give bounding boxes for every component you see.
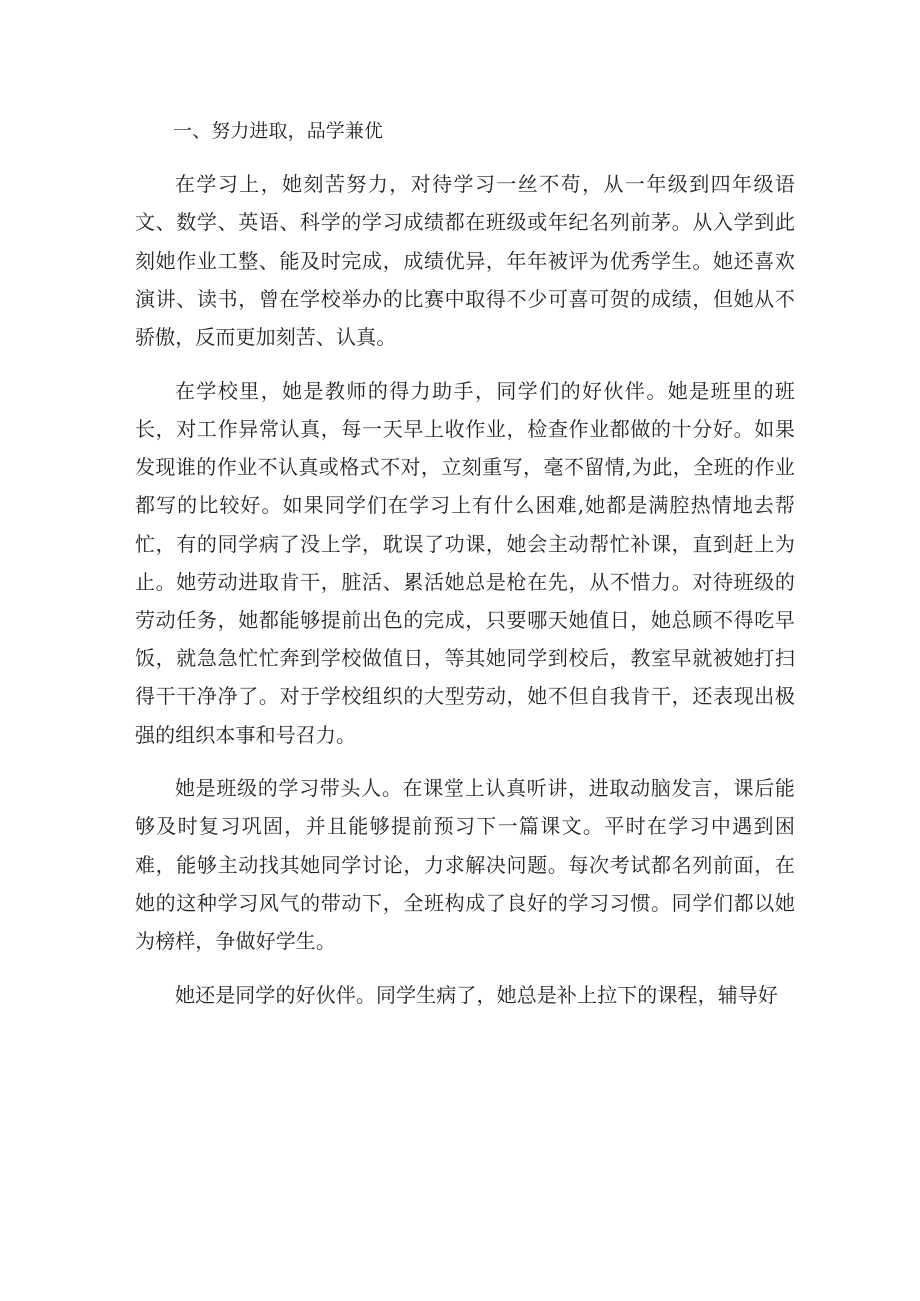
section-heading: 一、努力进取，品学兼优 — [173, 120, 384, 142]
paragraph-leader: 她是班级的学习带头人。在课堂上认真听讲，进取动脑发言，课后能够及时复习巩固，并且能够提前预习下一篇课文。平时在学习中遇到困难，能够主动找其她同学讨论，力求解决问题。每次考试都名列前面，在她的这种学习风气的带动下，全班构成了良好的学习习惯。同学们都以她为榜样，争做好学生。 — [135, 776, 795, 954]
paragraph-study: 在学习上，她刻苦努力，对待学习一丝不苟，从一年级到四年级语文、数学、英语、科学的学习成绩都在班级或年纪名列前茅。从入学到此刻她作业工整、能及时完成，成绩优异，年年被评为优秀学生。她还喜欢演讲、读书，曾在学校举办的比赛中取得不少可喜可贺的成绩，但她从不骄傲，反而更加刻苦、认真。 — [135, 172, 795, 350]
document-body — [135, 112, 795, 1029]
paragraph-partner: 她还是同学的好伙伴。同学生病了，她总是补上拉下的课程，辅导好 — [175, 982, 778, 1007]
paragraph-school: 在学校里，她是教师的得力助手，同学们的好伙伴。她是班里的班长，对工作异常认真，每一天早上收作业，检查作业都做的十分好。如果发现谁的作业不认真或格式不对，立刻重写，毫不留情,为此，全班的作业都写的比较好。如果同学们在学习上有什么困难,她都是满腔热情地去帮忙，有的同学病了没上学，耽误了功课，她会主动帮忙补课，直到赶上为止。她劳动进取肯干，脏活、累活她总是枪在先，从不惜力。对待班级的劳动任务，她都能够提前出色的完成，只要哪天她值日，她总顾不得吃早饭，就急急忙忙奔到学校做值日，等其她同学到校后，教室早就被她打扫得干干净净了。对于学校组织的大型劳动，她不但自我肯干，还表现出极强的组织本事和号召力。 — [135, 378, 795, 747]
